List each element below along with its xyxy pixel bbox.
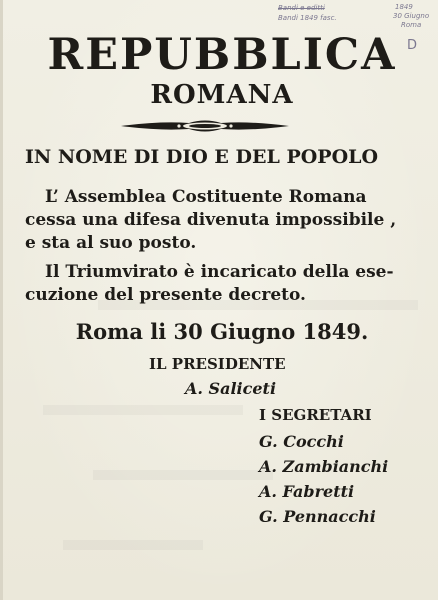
poster-subtitle: ROMANA (150, 80, 294, 110)
ornament-divider (119, 118, 291, 134)
invocation-heading: IN NOME DI DIO E DEL POPOLO (25, 146, 379, 168)
bleed-through-mark (93, 470, 273, 480)
archive-note: 30 Giugno (393, 12, 430, 20)
secretary-name: A. Fabretti (259, 482, 355, 501)
decree-line: e sta al suo posto. (25, 233, 197, 253)
archive-letter: D (407, 38, 418, 53)
bleed-through-mark (43, 405, 243, 415)
archive-note: Bandi 1849 fasc. (278, 14, 337, 22)
decree-line: cuzione del presente decreto. (25, 285, 306, 305)
decree-line: L’ Assemblea Costituente Romana (45, 187, 367, 207)
secretaries-title: I SEGRETARI (259, 406, 372, 424)
secretary-name: A. Zambianchi (259, 457, 389, 476)
archive-note: Bandi e editti (278, 4, 325, 12)
archive-note: Roma (401, 21, 422, 29)
president-title: IL PRESIDENTE (149, 355, 286, 373)
decree-line: cessa una difesa divenuta impossibile , (25, 210, 397, 230)
bleed-through-mark (63, 540, 203, 550)
poster-title: REPUBBLICA (47, 30, 397, 80)
decree-line: Il Triumvirato è incaricato della ese- (45, 262, 394, 282)
archive-note: 1849 (395, 3, 413, 11)
secretary-name: G. Pennacchi (259, 507, 376, 526)
date-line: Roma li 30 Giugno 1849. (75, 319, 369, 344)
secretary-name: G. Cocchi (259, 432, 344, 451)
president-name: A. Saliceti (185, 379, 277, 398)
